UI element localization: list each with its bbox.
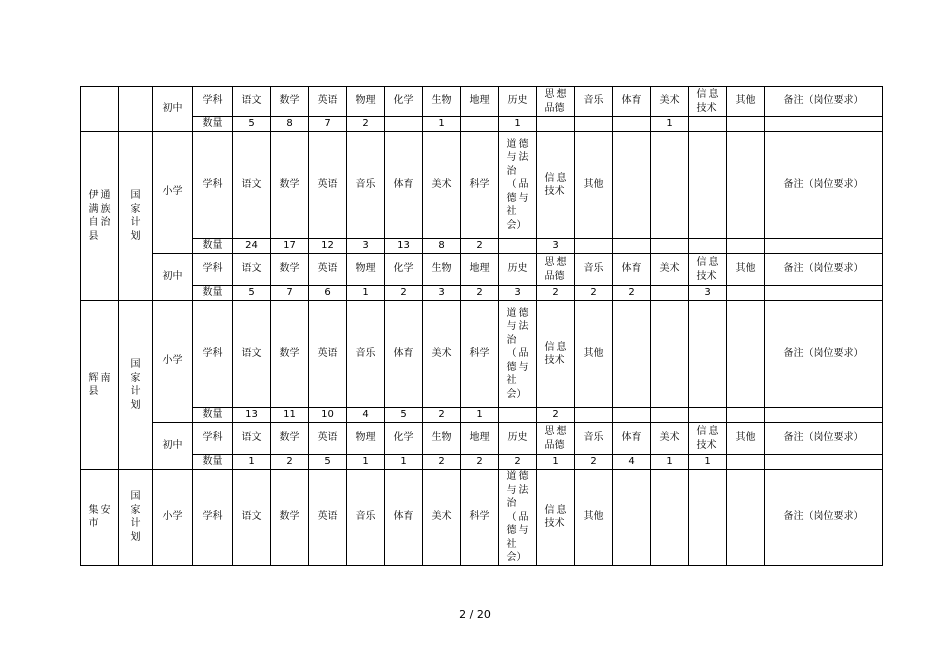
count-cell — [765, 117, 883, 132]
count-cell: 7 — [271, 286, 309, 301]
count-cell — [765, 286, 883, 301]
subject-header: 英语 — [309, 301, 347, 408]
huinan-primary-subject-row — [81, 301, 883, 408]
subject-header: 数学 — [271, 132, 309, 239]
count-label: 数量 — [193, 408, 233, 423]
subject-header: 体育 — [613, 254, 651, 286]
subject-header — [727, 132, 765, 239]
subject-header: 音乐 — [575, 254, 613, 286]
count-cell — [765, 408, 883, 423]
count-cell: 1 — [499, 117, 537, 132]
yitong-middle-subject-row — [81, 254, 883, 286]
subject-header: 历史 — [499, 423, 537, 455]
count-cell — [727, 455, 765, 470]
count-cell: 4 — [347, 408, 385, 423]
subject-header: 英语 — [309, 87, 347, 117]
yitong-primary-count-row — [81, 239, 883, 254]
count-label: 数量 — [193, 117, 233, 132]
top-middle-subject-row — [81, 87, 883, 117]
subject-header: 美术 — [423, 132, 461, 239]
subject-header: 信息技术 — [537, 470, 575, 566]
count-cell: 2 — [423, 455, 461, 470]
subject-header: 生物 — [423, 254, 461, 286]
subject-header: 其他 — [727, 254, 765, 286]
level-cell: 初中 — [153, 87, 193, 132]
top-middle-count-row — [81, 117, 883, 132]
subject-header: 科学 — [461, 132, 499, 239]
count-cell — [575, 408, 613, 423]
count-cell: 2 — [537, 408, 575, 423]
subject-header: 思想品德 — [537, 87, 575, 117]
yitong-primary-subject-row — [81, 132, 883, 239]
subject-header: 地理 — [461, 87, 499, 117]
count-cell: 1 — [651, 117, 689, 132]
count-cell: 8 — [423, 239, 461, 254]
level-cell: 初中 — [153, 423, 193, 470]
subject-header — [727, 301, 765, 408]
subject-header: 体育 — [613, 87, 651, 117]
count-cell: 1 — [461, 408, 499, 423]
subject-header: 其他 — [727, 423, 765, 455]
subject-header: 物理 — [347, 423, 385, 455]
huinan-middle-count-row — [81, 455, 883, 470]
subject-header: 思想品德 — [537, 423, 575, 455]
count-cell — [575, 239, 613, 254]
subject-header — [689, 470, 727, 566]
subject-header: 学科 — [193, 423, 233, 455]
subject-header: 科学 — [461, 470, 499, 566]
subject-header: 学科 — [193, 470, 233, 566]
subject-header: 科学 — [461, 301, 499, 408]
subject-header: 英语 — [309, 423, 347, 455]
subject-header: 其他 — [575, 301, 613, 408]
subject-header: 物理 — [347, 254, 385, 286]
count-cell: 1 — [689, 455, 727, 470]
remarks-header: 备注（岗位要求） — [765, 254, 883, 286]
subject-header — [651, 470, 689, 566]
plan-type: 国家计划 — [119, 301, 153, 470]
page-number: 2 / 20 — [459, 608, 491, 621]
subject-header: 美术 — [651, 423, 689, 455]
count-cell: 2 — [385, 286, 423, 301]
subject-header: 美术 — [423, 470, 461, 566]
subject-header: 学科 — [193, 87, 233, 117]
subject-header — [613, 132, 651, 239]
subject-header: 数学 — [271, 423, 309, 455]
subject-header: 化学 — [385, 423, 423, 455]
remarks-header: 备注（岗位要求） — [765, 301, 883, 408]
count-cell — [461, 117, 499, 132]
subject-header: 音乐 — [575, 423, 613, 455]
count-cell: 5 — [233, 117, 271, 132]
jian-primary-subject-row — [81, 470, 883, 566]
remarks-header: 备注（岗位要求） — [765, 423, 883, 455]
subject-header: 地理 — [461, 254, 499, 286]
subject-header: 数学 — [271, 301, 309, 408]
count-cell: 4 — [613, 455, 651, 470]
count-cell: 6 — [309, 286, 347, 301]
county-name: 集安市 — [81, 470, 119, 566]
count-cell: 1 — [385, 455, 423, 470]
huinan-middle-subject-row — [81, 423, 883, 455]
subject-header: 信息技术 — [689, 423, 727, 455]
count-cell: 1 — [423, 117, 461, 132]
subject-header: 其他 — [575, 470, 613, 566]
subject-header: 生物 — [423, 423, 461, 455]
plan-cell-empty — [119, 87, 153, 132]
count-cell — [651, 239, 689, 254]
subject-header: 地理 — [461, 423, 499, 455]
subject-header: 信息技术 — [689, 87, 727, 117]
count-cell: 5 — [233, 286, 271, 301]
count-cell: 5 — [385, 408, 423, 423]
count-cell — [613, 408, 651, 423]
subject-header: 音乐 — [347, 132, 385, 239]
subject-header: 其他 — [575, 132, 613, 239]
subject-header: 化学 — [385, 87, 423, 117]
subject-header: 学科 — [193, 301, 233, 408]
subject-header: 语文 — [233, 87, 271, 117]
level-cell: 小学 — [153, 301, 193, 423]
subject-header — [727, 470, 765, 566]
subject-header — [651, 301, 689, 408]
subject-header — [689, 301, 727, 408]
count-cell — [765, 455, 883, 470]
subject-header: 信息技术 — [537, 132, 575, 239]
remarks-header: 备注（岗位要求） — [765, 87, 883, 117]
subject-header: 体育 — [385, 301, 423, 408]
subject-header: 体育 — [385, 470, 423, 566]
subject-header: 语文 — [233, 301, 271, 408]
subject-header: 美术 — [651, 87, 689, 117]
recruitment-plan-table — [80, 86, 883, 566]
subject-header: 历史 — [499, 87, 537, 117]
subject-header: 思想品德 — [537, 254, 575, 286]
count-cell — [727, 117, 765, 132]
count-cell — [727, 286, 765, 301]
count-cell: 2 — [461, 239, 499, 254]
subject-header — [689, 132, 727, 239]
subject-header — [651, 132, 689, 239]
count-cell: 11 — [271, 408, 309, 423]
count-cell: 24 — [233, 239, 271, 254]
subject-header: 美术 — [651, 254, 689, 286]
county-name: 伊通满族自治县 — [81, 132, 119, 301]
subject-header: 语文 — [233, 254, 271, 286]
count-cell: 5 — [309, 455, 347, 470]
count-cell: 2 — [423, 408, 461, 423]
plan-type: 国家计划 — [119, 470, 153, 566]
subject-header: 学科 — [193, 132, 233, 239]
count-cell: 1 — [347, 455, 385, 470]
count-cell — [689, 408, 727, 423]
count-cell: 1 — [537, 455, 575, 470]
count-cell: 2 — [461, 286, 499, 301]
count-label: 数量 — [193, 286, 233, 301]
count-cell: 1 — [233, 455, 271, 470]
count-cell: 2 — [271, 455, 309, 470]
county-cell-empty — [81, 87, 119, 132]
yitong-middle-count-row — [81, 286, 883, 301]
subject-header: 音乐 — [347, 301, 385, 408]
subject-header: 信息技术 — [689, 254, 727, 286]
count-cell: 2 — [347, 117, 385, 132]
count-cell: 13 — [233, 408, 271, 423]
subject-header: 音乐 — [575, 87, 613, 117]
subject-header: 化学 — [385, 254, 423, 286]
subject-header: 生物 — [423, 87, 461, 117]
subject-header: 历史 — [499, 254, 537, 286]
level-cell: 小学 — [153, 470, 193, 566]
subject-header: 英语 — [309, 470, 347, 566]
plan-type: 国家计划 — [119, 132, 153, 301]
subject-header: 数学 — [271, 470, 309, 566]
subject-header: 美术 — [423, 301, 461, 408]
count-cell — [689, 117, 727, 132]
remarks-header: 备注（岗位要求） — [765, 132, 883, 239]
count-cell: 3 — [347, 239, 385, 254]
county-name: 辉南县 — [81, 301, 119, 470]
count-cell: 1 — [347, 286, 385, 301]
count-cell: 2 — [499, 455, 537, 470]
count-cell: 17 — [271, 239, 309, 254]
count-cell: 2 — [613, 286, 651, 301]
count-cell: 13 — [385, 239, 423, 254]
count-cell — [537, 117, 575, 132]
count-cell: 2 — [537, 286, 575, 301]
count-cell — [689, 239, 727, 254]
subject-header: 其他 — [727, 87, 765, 117]
remarks-header: 备注（岗位要求） — [765, 470, 883, 566]
count-cell — [385, 117, 423, 132]
count-cell: 3 — [689, 286, 727, 301]
subject-header: 体育 — [385, 132, 423, 239]
count-cell: 3 — [499, 286, 537, 301]
subject-header: 英语 — [309, 254, 347, 286]
count-cell — [651, 408, 689, 423]
subject-header: 物理 — [347, 87, 385, 117]
count-cell — [765, 239, 883, 254]
count-cell — [499, 408, 537, 423]
count-label: 数量 — [193, 455, 233, 470]
count-cell: 10 — [309, 408, 347, 423]
subject-header — [613, 470, 651, 566]
subject-header: 语文 — [233, 423, 271, 455]
count-cell — [727, 408, 765, 423]
count-cell: 1 — [651, 455, 689, 470]
subject-header: 道德与法治（品德与社会） — [499, 132, 537, 239]
subject-header: 道德与法治（品德与社会） — [499, 301, 537, 408]
level-cell: 初中 — [153, 254, 193, 301]
count-cell: 8 — [271, 117, 309, 132]
count-cell: 7 — [309, 117, 347, 132]
count-label: 数量 — [193, 239, 233, 254]
count-cell — [613, 117, 651, 132]
subject-header: 语文 — [233, 470, 271, 566]
count-cell: 2 — [575, 455, 613, 470]
level-cell: 小学 — [153, 132, 193, 254]
subject-header: 音乐 — [347, 470, 385, 566]
count-cell — [727, 239, 765, 254]
count-cell — [575, 117, 613, 132]
count-cell: 3 — [423, 286, 461, 301]
count-cell — [499, 239, 537, 254]
count-cell: 12 — [309, 239, 347, 254]
subject-header: 体育 — [613, 423, 651, 455]
count-cell — [613, 239, 651, 254]
count-cell: 2 — [575, 286, 613, 301]
count-cell — [651, 286, 689, 301]
subject-header: 数学 — [271, 254, 309, 286]
subject-header: 英语 — [309, 132, 347, 239]
subject-header: 信息技术 — [537, 301, 575, 408]
subject-header: 学科 — [193, 254, 233, 286]
subject-header: 道德与法治（品德与社会） — [499, 470, 537, 566]
count-cell: 2 — [461, 455, 499, 470]
count-cell: 3 — [537, 239, 575, 254]
subject-header: 语文 — [233, 132, 271, 239]
subject-header — [613, 301, 651, 408]
huinan-primary-count-row — [81, 408, 883, 423]
subject-header: 数学 — [271, 87, 309, 117]
